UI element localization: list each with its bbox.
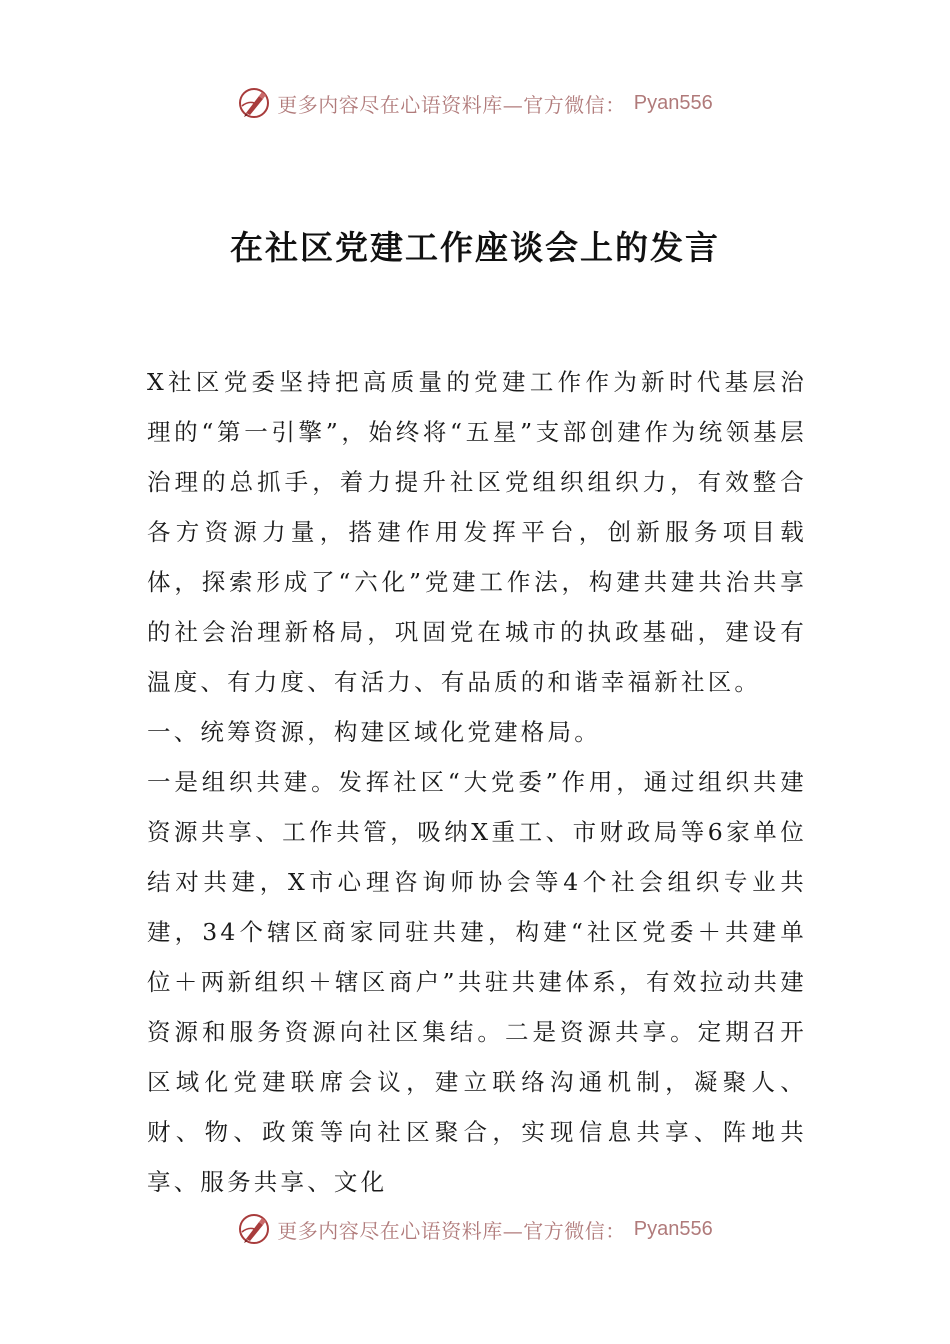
paragraph-section-1: 一是组织共建。发挥社区“大党委”作用，通过组织共建资源共享、工作共管，吸纳X重工、市财政局等6家单位结对共建，X市心理咨询师协会等4个社会组织专业共建，34个辖区商家同驻共建，构建“社区党委＋共建单位＋两新组织＋辖区商户”共驻共建体系，有效拉动共建资源和服务资源向社区集结。二是资源共享。定期召开区域化党建联席会议，建立联络沟通机制，凝聚人、财、物、政策等向社区聚合，实现信息共享、阵地共享、服务共享、文化 [147,768,807,1196]
wechat-id: Pyan556 [633,91,713,114]
section-heading-1: 一、统筹资源，构建区域化党建格局。 [147,718,601,746]
watermark-footer [0,1209,950,1249]
pen-nib-logo-icon [237,1212,271,1246]
wechat-id: Pyan556 [633,1217,713,1240]
document-title: 在社区党建工作座谈会上的发言 [230,228,720,267]
pen-nib-logo-icon [237,86,271,120]
paragraph-intro: X社区党委坚持把高质量的党建工作作为新时代基层治理的“第一引擎”，始终将“五星”支部创建作为统领基层治理的总抓手，着力提升社区党组织组织力，有效整合各方资源力量，搭建作用发挥平台，创新服务项目载体，探索形成了“六化”党建工作法，构建共建共治共享的社会治理新格局，巩固党在城市的执政基础，建设有温度、有力度、有活力、有品质的和谐幸福新社区。 [147,368,807,696]
watermark-header [0,83,950,123]
watermark-text: 更多内容尽在心语资料库—官方微信： [277,1218,626,1243]
document-body [147,357,807,1207]
watermark-text: 更多内容尽在心语资料库—官方微信： [277,92,626,117]
